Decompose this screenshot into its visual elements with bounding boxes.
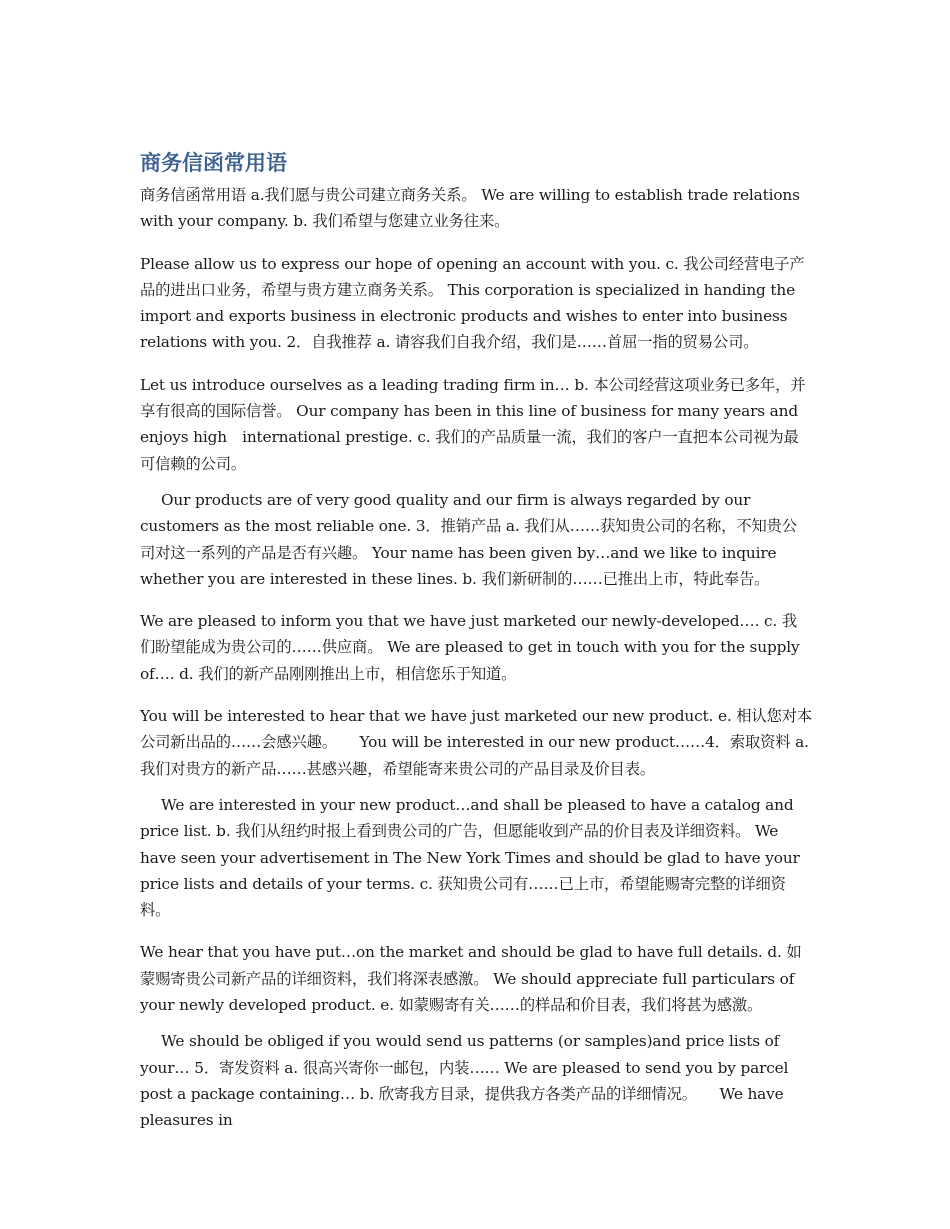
paragraph-7: We are interested in your new product…and shall be pleased to have a catalog and price list. b. 我们从纽约时报上看到贵公司的广告，但愿能收到产品的价目表及详细资料。 We have seen your advertisement in The New York Times and should be glad to have your price lists and details of your terms. c. 获知贵公司有……已上市，希望能赐寄完整的详细资料。	[140, 795, 800, 920]
document-title: 商务信函常用语	[140, 151, 287, 175]
paragraph-9: We should be obliged if you would send us patterns (or samples)and price lists of your… 5．寄发资料 a. 很高兴寄你一邮包，内装…… We are pleased to send you by parcel post a package containing… b. 欣寄我方目录，提供我方各类产品的详细情况。 We have pleasures in	[140, 1032, 789, 1130]
document-page	[140, 148, 812, 1150]
paragraph-5: We are pleased to inform you that we have just marketed our newly-developed…. c. 我们盼望能成为贵公司的……供应商。 We are pleased to get in touch with you for the supply of…. d. 我们的新产品刚刚推出上市，相信您乐于知道。	[140, 612, 800, 683]
paragraph-3: Let us introduce ourselves as a leading trading firm in… b. 本公司经营这项业务已多年，并享有很高的国际信誉。 Our company has been in this line of business for many years and enjoys high international prestige. c. 我们的产品质量一流，我们的客户一直把本公司视为最可信赖的公司。	[140, 375, 806, 473]
paragraph-2: Please allow us to express our hope of opening an account with you. c. 我公司经营电子产品的进出口业务，希望与贵方建立商务关系。 This corporation is specialized in handing the import and exports business in electronic products and wishes to enter into business relations with you. 2．自我推荐 a. 请容我们自我介绍，我们是……首屈一指的贸易公司。	[140, 254, 805, 352]
paragraph-1: 商务信函常用语 a.我们愿与贵公司建立商务关系。 We are willing to establish trade relations with your company. b. 我们希望与您建立业务往来。	[140, 186, 800, 231]
paragraph-4: Our products are of very good quality and our firm is always regarded by our customers as the most reliable one. 3．推销产品 a. 我们从……获知贵公司的名称，不知贵公司对这一系列的产品是否有兴趣。 Your name has been given by…and we like to inquire whether you are interested in these lines. b. 我们新研制的……已推出上市，特此奉告。	[140, 490, 797, 588]
paragraph-6: You will be interested to hear that we have just marketed our new product. e. 相认您对本公司新出品的……会感兴趣。 You will be interested in our new product……4．索取资料 a. 我们对贵方的新产品……甚感兴趣，希望能寄来贵公司的产品目录及价目表。	[140, 707, 813, 778]
paragraph-8: We hear that you have put…on the market and should be glad to have full details. d. 如蒙赐寄贵公司新产品的详细资料，我们将深表感激。 We should appreciate full particulars of your newly developed product. e. 如蒙赐寄有关……的样品和价目表，我们将甚为感激。	[140, 943, 802, 1015]
